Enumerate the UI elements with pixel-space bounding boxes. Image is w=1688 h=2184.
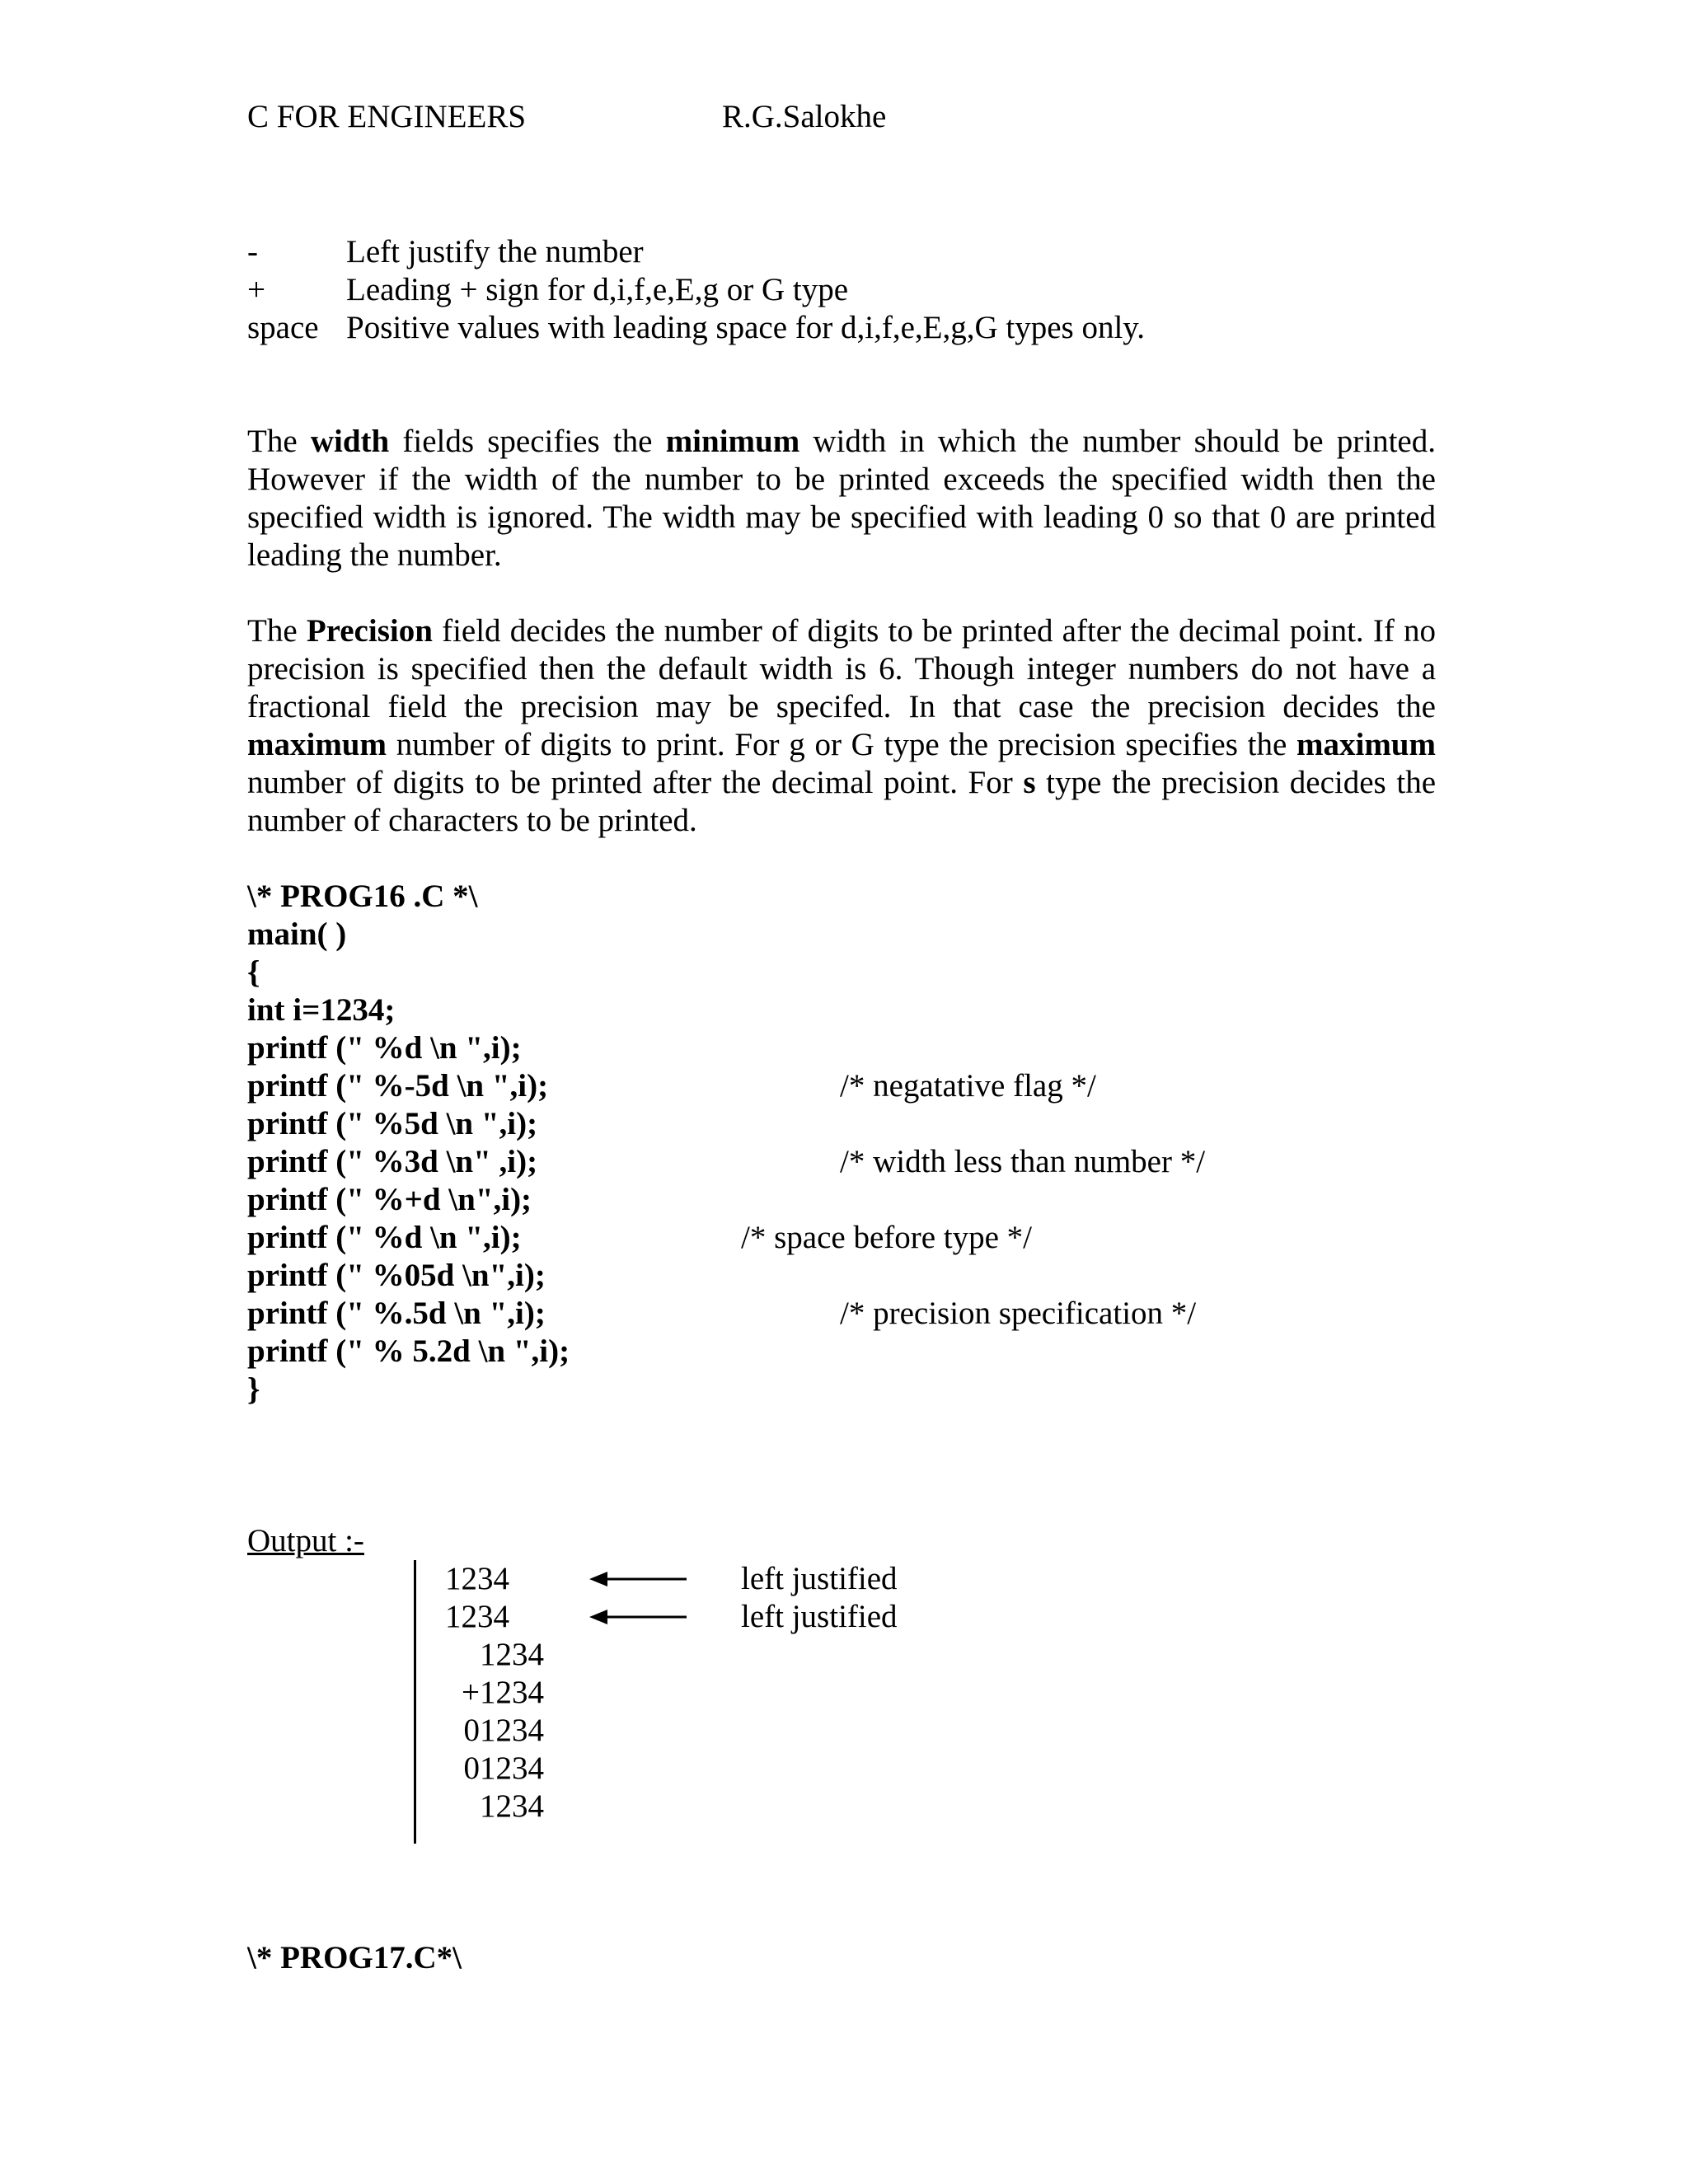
code-line: printf (" %-5d \n ",i); [247, 1068, 549, 1104]
code-line: printf (" %d \n ",i); [247, 1030, 522, 1066]
code-line: int i=1234; [247, 992, 396, 1028]
code-line: printf (" % 5.2d \n ",i); [247, 1333, 570, 1369]
arrow-left-icon [589, 1567, 696, 1591]
flag-symbol: space [247, 310, 319, 345]
code-line: printf (" %d \n ",i); [247, 1220, 522, 1255]
code-line: printf (" %5d \n ",i); [247, 1106, 538, 1141]
code-comment: /* width less than number */ [840, 1144, 1206, 1179]
flag-description: Positive values with leading space for d,i,f,e,E,g,G types only. [346, 310, 1146, 345]
width-paragraph: The width fields specifies the minimum width in which the number should be printed. However if the width of the number to be printed exceeds the specified width then the specified width is ignored. The width may be specified with leading 0 so that 0 are printed leading the number. [247, 424, 1436, 573]
output-line: +1234 [462, 1675, 544, 1710]
output-label: Output :- [247, 1523, 364, 1558]
header-title: C FOR ENGINEERS [247, 99, 527, 134]
output-line: 01234 [463, 1713, 544, 1748]
flag-symbol: - [247, 234, 258, 269]
code-line: } [247, 1371, 260, 1407]
output-annotation: left justified [741, 1599, 898, 1634]
code-line: { [247, 954, 260, 990]
arrow-left-icon [589, 1605, 696, 1629]
header-author: R.G.Salokhe [722, 99, 887, 134]
output-line: 1234 [445, 1561, 509, 1596]
output-line: 01234 [463, 1750, 544, 1786]
code-line: printf (" %3d \n" ,i); [247, 1144, 538, 1179]
flag-description: Left justify the number [346, 234, 644, 269]
output-annotation: left justified [741, 1561, 898, 1596]
output-line: 1234 [480, 1788, 544, 1824]
code-comment: /* space before type */ [741, 1220, 1033, 1255]
flag-description: Leading + sign for d,i,f,e,E,g or G type [346, 272, 849, 307]
flag-symbol: + [247, 272, 265, 307]
output-line: 1234 [480, 1637, 544, 1672]
code-line: main( ) [247, 916, 347, 952]
program17-title: \* PROG17.C*\ [247, 1940, 462, 1975]
output-divider [414, 1560, 416, 1844]
code-line: printf (" %+d \n",i); [247, 1182, 532, 1217]
code-line: \* PROG16 .C *\ [247, 879, 478, 914]
precision-paragraph: The Precision field decides the number of digits to be printed after the decimal point. If no precision is specified then the default width is 6. Though integer numbers do not have a fractional field the precision may be specifed. In that case the precision decides the maximum number of digits to print. For g or G type the precision specifies the maximum number of digits to be printed after the decimal point. For s type the precision decides the number of characters to be printed. [247, 613, 1437, 838]
code-comment: /* negatative flag */ [840, 1068, 1096, 1104]
code-line: printf (" %.5d \n ",i); [247, 1296, 546, 1331]
output-line: 1234 [445, 1599, 509, 1634]
code-line: printf (" %05d \n",i); [247, 1258, 546, 1293]
code-comment: /* precision specification */ [840, 1296, 1197, 1331]
